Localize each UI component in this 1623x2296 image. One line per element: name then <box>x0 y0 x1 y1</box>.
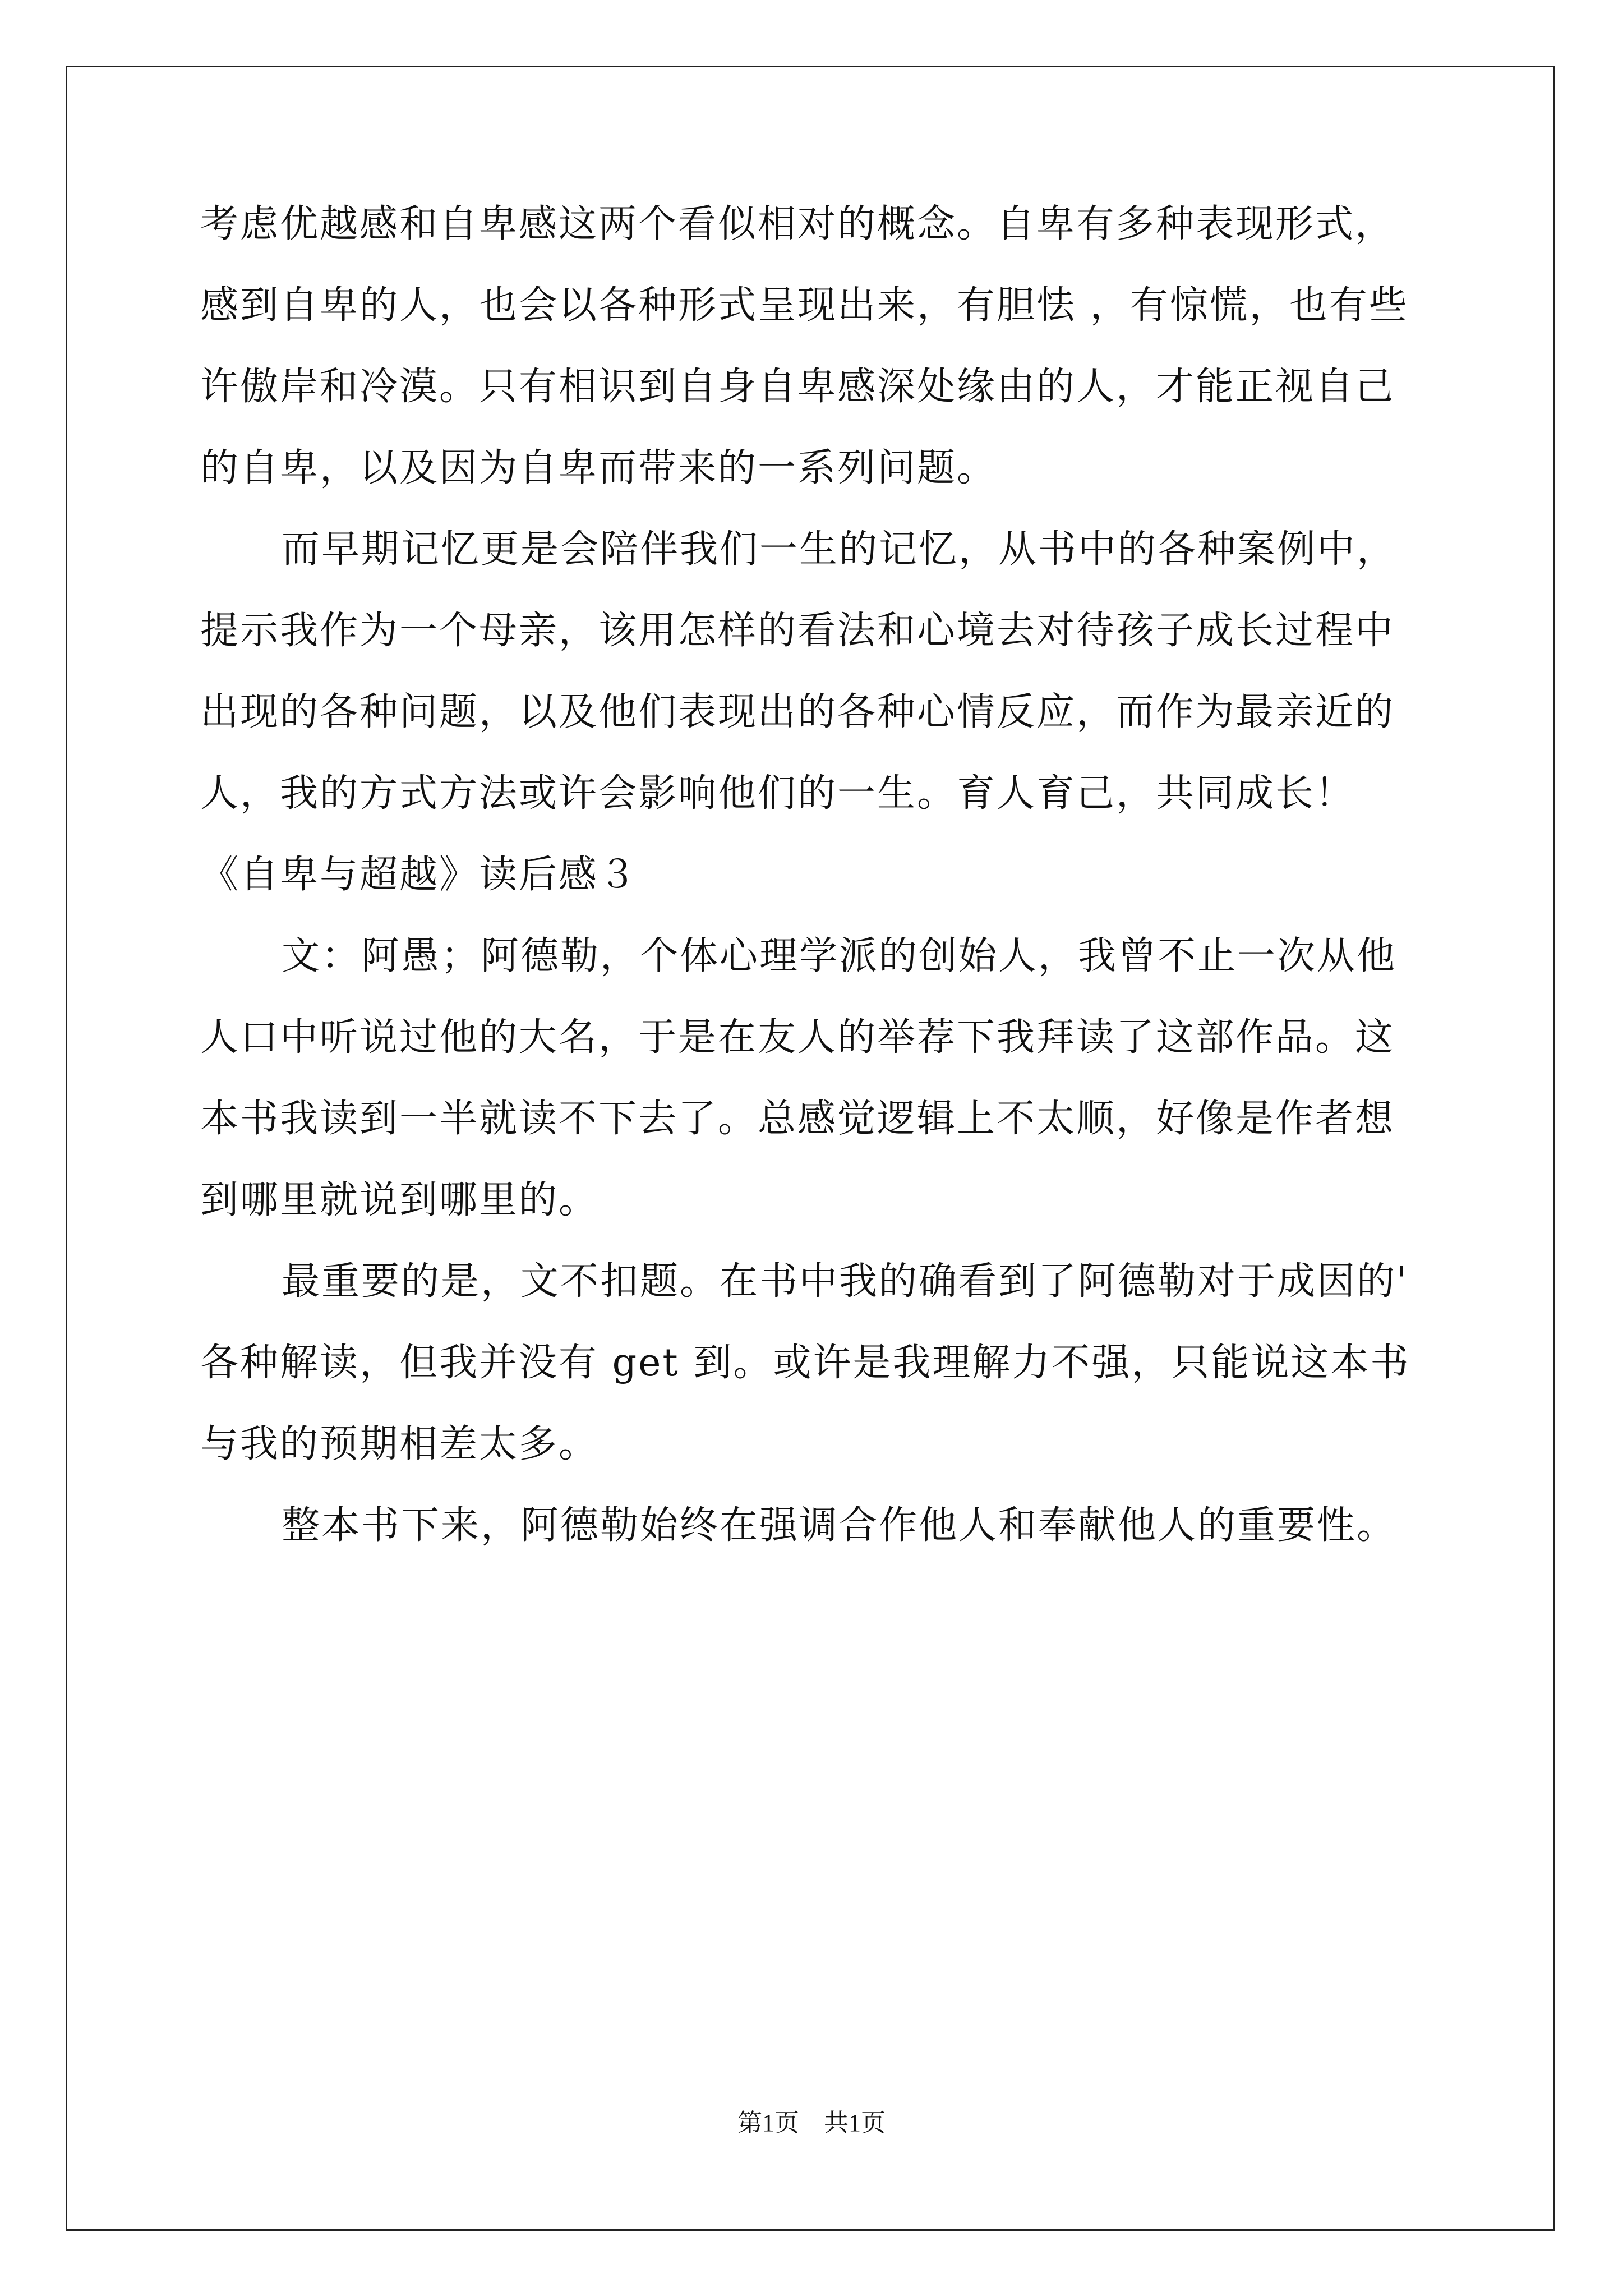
text-line: 人，我的方式方法或许会影响他们的一生。育人育己，共同成长！ <box>200 771 1355 816</box>
text-line: 出现的各种问题，以及他们表现出的各种心情反应，而作为最亲近的 <box>200 690 1395 734</box>
paragraph-start-line: 整本书下来，阿德勒始终在强调合作他人和奉献他人的重要性。 <box>282 1503 1397 1548</box>
text-line: 提示我作为一个母亲，该用怎样的看法和心境去对待孩子成长过程中 <box>200 609 1395 653</box>
text-line: 与我的预期相差太多。 <box>200 1422 599 1466</box>
text-line: 许傲岸和冷漠。只有相识到自身自卑感深处缘由的人，才能正视自己 <box>200 365 1395 409</box>
paragraph-start-line: 文：阿愚；阿德勒，个体心理学派的创始人，我曾不止一次从他 <box>282 934 1397 978</box>
page-footer: 第1页 共1页 <box>737 2109 886 2137</box>
text-line: 感到自卑的人，也会以各种形式呈现出来，有胆怯 ，有惊慌，也有些 <box>200 283 1409 328</box>
section-title: 《自卑与超越》读后感３ <box>200 853 639 897</box>
text-line: 到哪里就说到哪里的。 <box>200 1178 599 1222</box>
text-line: 的自卑，以及因为自卑而带来的一系列问题。 <box>200 446 997 490</box>
text-line: 人口中听说过他的大名，于是在友人的举荐下我拜读了这部作品。这 <box>200 1015 1395 1060</box>
text-line: 各种解读，但我并没有 get 到。或许是我理解力不强，只能说这本书 <box>200 1341 1410 1385</box>
text-line: 本书我读到一半就读不下去了。总感觉逻辑上不太顺，好像是作者想 <box>200 1097 1395 1141</box>
paragraph-start-line: 而早期记忆更是会陪伴我们一生的记忆，从书中的各种案例中， <box>282 527 1397 572</box>
paragraph-start-line: 最重要的是，文不扣题。在书中我的确看到了阿德勒对于成因的' <box>282 1259 1409 1304</box>
text-line: 考虑优越感和自卑感这两个看似相对的概念。自卑有多种表现形式， <box>200 202 1395 246</box>
